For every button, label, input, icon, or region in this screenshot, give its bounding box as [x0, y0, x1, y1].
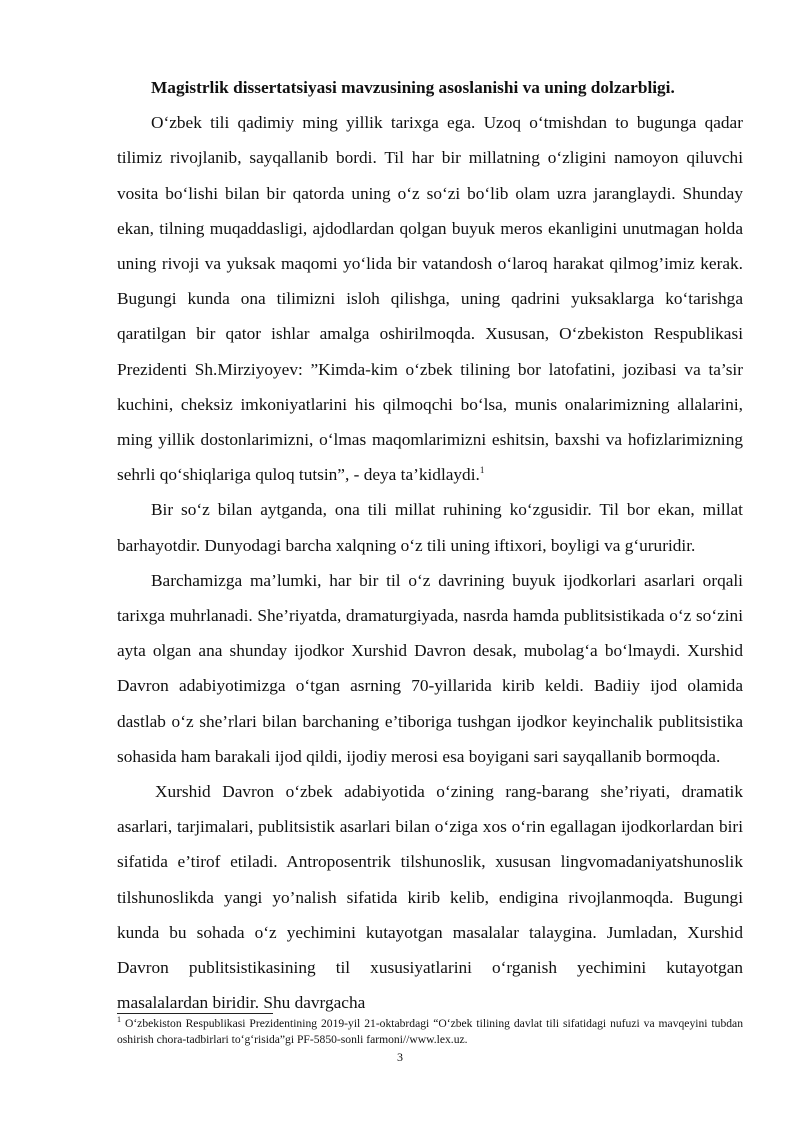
document-body	[117, 70, 743, 1020]
footnote-reference[interactable]: 1	[479, 465, 485, 476]
paragraph-3: Barchamizga ma’lumki, har bir til o‘z davrining buyuk ijodkorlari asarlari orqali tarixga muhrlanadi. She’riyatda, dramaturgiyada, nasrda hamda publitsistikada o‘z so‘zini ayta olgan ana shunday ijodkor Xurshid Davron desak, mubolag‘a bo‘lmaydi. Xurshid Davron adabiyotimizga o‘tgan asrning 70-yillarida kirib keldi. Badiiy ijod olamida dastlab o‘z she’rlari bilan barchaning e’tiboriga tushgan ijodkor keyinchalik publitsistika sohasida ham barakali ijod qildi, ijodiy merosi esa boyigani sari sayqallanib bormoqda.	[117, 570, 743, 766]
footnote	[117, 1016, 743, 1048]
footnote-marker: 1	[117, 1015, 121, 1025]
footnote-separator	[117, 1013, 273, 1014]
footnote-text: O‘zbekiston Respublikasi Prezidentining 2019-yil 21-oktabrdagi “O‘zbek tilining davlat tili sifatidagi nufuzi va mavqeyini tubdan oshirish chora-tadbirlari to‘g‘risida”gi PF-5850-sonli farmoni//www.lex.uz.	[117, 1017, 743, 1046]
paragraph-2: Bir so‘z bilan aytganda, ona tili millat ruhining ko‘zgusidir. Til bor ekan, millat barhayotdir. Dunyodagi barcha xalqning o‘z tili uning iftixori, boyligi va g‘ururidir.	[117, 500, 743, 555]
paragraph-1	[117, 105, 743, 492]
page-number: 3	[397, 1050, 403, 1064]
paragraph-4: Xurshid Davron o‘zbek adabiyotida o‘zining rang-barang she’riyati, dramatik asarlari, tarjimalari, publitsistik asarlari bilan o‘ziga xos o‘rin egallagan ijodkorlardan biri sifatida e’tirof etiladi. Antroposentrik tilshunoslik, xususan lingvomadaniyatshunoslik tilshunoslikda yangi yo’nalish sifatida kirib kelib, endigina rivojlanmoqda. Bugungi kunda bu sohada o‘z yechimini kutayotgan masalalar talaygina. Jumladan, Xurshid Davron publitsistikasining til xususiyatlarini o‘rganish yechimini kutayotgan masalalardan biridir. Shu davrgacha	[117, 782, 743, 1013]
document-title: Magistrlik dissertatsiyasi mavzusining asoslanishi va uning dolzarbligi.	[151, 78, 675, 97]
paragraph-1-text: O‘zbek tili qadimiy ming yillik tarixga ega. Uzoq o‘tmishdan to bugunga qadar tilimiz rivojlanib, sayqallanib bordi. Til har bir millatning o‘zligini namoyon qiluvchi vosita bo‘lishi bilan bir qatorda uning o‘z so‘zi bo‘lib olam uzra jaranglaydi. Shunday ekan, tilning muqaddasligi, ajdodlardan qolgan buyuk meros ekanligini unutmagan holda uning rivoji va yuksak maqomi yo‘lida bir vatandosh o‘laroq harakat qilmog’imiz kerak. Bugungi kunda ona tilimizni isloh qilishga, uning qadrini yuksaklarga ko‘tarishga qaratilgan bir qator ishlar amalga oshirilmoqda. Xususan, O‘zbekiston Respublikasi Prezidenti Sh.Mirziyoyev: ”Kimda-kim o‘zbek tilining bor latofatini, jozibasi va ta’sir kuchini, cheksiz imkoniyatlarini his qilmoqchi bo‘lsa, munis onalarimizning allalarini, ming yillik dostonlarimizni, o‘lmas maqomlarimizni eshitsin, baxshi va hofizlarimizning sehrli qo‘shiqlariga quloq tutsin”, - deya ta’kidlaydi.	[117, 113, 743, 485]
